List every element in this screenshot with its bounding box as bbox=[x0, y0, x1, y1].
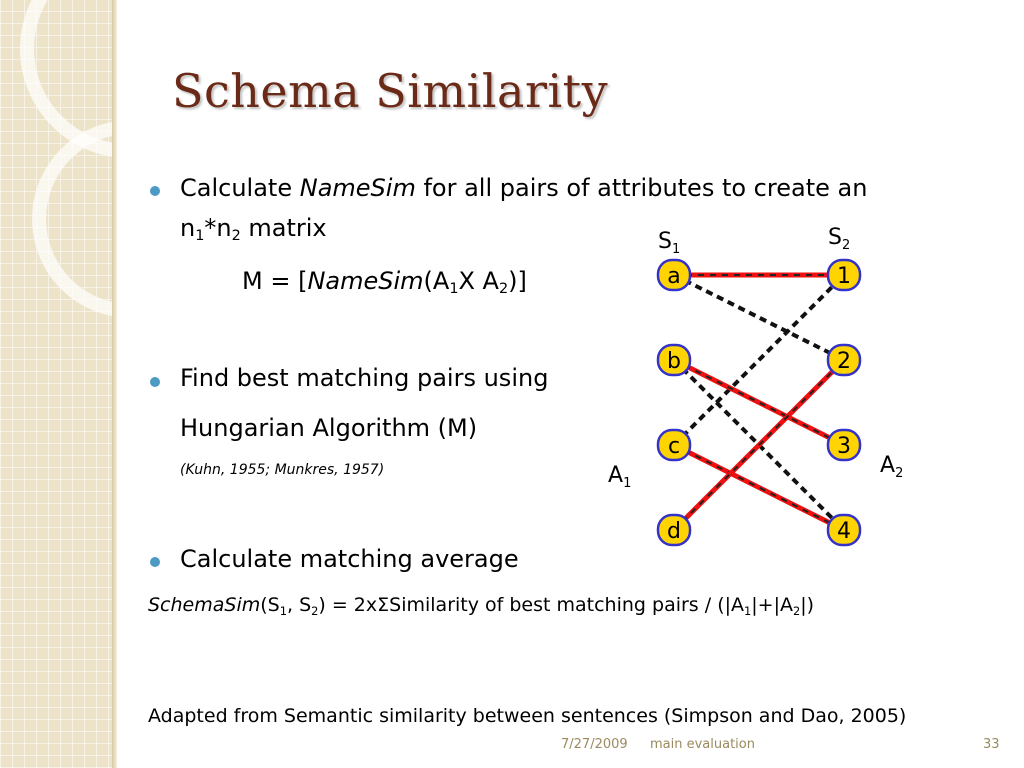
node-label: c bbox=[667, 434, 681, 459]
sigma-symbol: Σ bbox=[377, 594, 390, 616]
bullet-icon bbox=[150, 557, 160, 567]
text-matrix: matrix bbox=[248, 214, 327, 242]
bullet2-line2: Hungarian Algorithm (M) bbox=[180, 414, 478, 442]
subscript: 2 bbox=[498, 281, 509, 297]
candidate-edge bbox=[674, 275, 844, 445]
formula-open: (A bbox=[423, 267, 450, 295]
node-label: 4 bbox=[837, 519, 851, 544]
right-node-4 bbox=[828, 515, 860, 545]
right-node-3 bbox=[828, 430, 860, 460]
right-node-2 bbox=[828, 345, 860, 375]
decorative-circle bbox=[32, 120, 112, 318]
footer-page-number: 33 bbox=[983, 737, 1000, 752]
left-node-c bbox=[658, 430, 690, 460]
schemasim-formula bbox=[148, 594, 814, 618]
a2-label: $A_2$ bbox=[880, 453, 904, 481]
formula-close: )] bbox=[508, 267, 527, 295]
schemasim-part: , S bbox=[286, 594, 312, 616]
matching-edges bbox=[674, 275, 844, 530]
formula-namesim: NameSim bbox=[307, 267, 424, 295]
bullet1-line2 bbox=[180, 214, 327, 244]
subscript: 1 bbox=[744, 604, 752, 618]
citation: (Kuhn, 1955; Munkres, 1957) bbox=[180, 462, 385, 478]
formula-x: X A bbox=[458, 267, 499, 295]
text-namesim: NameSim bbox=[299, 174, 416, 202]
adapted-from-note: Adapted from Semantic similarity between sentences (Simpson and Dao, 2005) bbox=[148, 705, 907, 727]
left-node-b bbox=[658, 345, 690, 375]
text-n: n bbox=[180, 214, 196, 242]
node-label: b bbox=[667, 349, 681, 374]
s1-header: $S_1$ bbox=[658, 229, 681, 257]
schemasim-part: ) = 2x bbox=[318, 594, 378, 616]
bullet2-line1: Find best matching pairs using bbox=[180, 364, 549, 392]
subscript: 2 bbox=[231, 228, 241, 244]
schemasim-part: Similarity of best matching pairs / (|A bbox=[389, 594, 744, 616]
bullet-icon bbox=[150, 186, 160, 196]
text-star-n: *n bbox=[204, 214, 232, 242]
formula-left: M = [ bbox=[242, 267, 308, 295]
node-label: d bbox=[667, 519, 681, 544]
bullet1-line1 bbox=[180, 174, 867, 202]
subscript: 1 bbox=[279, 604, 287, 618]
subscript: 2 bbox=[792, 604, 801, 618]
s2-header: $S_2$ bbox=[828, 225, 851, 253]
subscript: 1 bbox=[195, 228, 205, 244]
text-bullet1-rest: for all pairs of attributes to create an bbox=[423, 174, 868, 202]
schemasim-part: (S bbox=[260, 594, 280, 616]
footer-section: main evaluation bbox=[650, 737, 755, 752]
text-calculate: Calculate bbox=[180, 174, 293, 202]
bullet-icon bbox=[150, 377, 160, 387]
left-node-a bbox=[658, 260, 690, 290]
bullet3-text: Calculate matching average bbox=[180, 545, 519, 573]
candidate-edge bbox=[674, 275, 844, 360]
slide-title: Schema Similarity bbox=[172, 64, 609, 118]
matrix-formula bbox=[242, 267, 527, 297]
left-node-d bbox=[658, 515, 690, 545]
subscript: 2 bbox=[311, 604, 319, 618]
schemasim-part: |) bbox=[800, 594, 815, 616]
schemasim-part: |+|A bbox=[751, 594, 793, 616]
node-label: 3 bbox=[837, 434, 851, 459]
right-node-1 bbox=[828, 260, 860, 290]
bipartite-matching-diagram bbox=[600, 220, 930, 560]
node-label: 2 bbox=[837, 349, 851, 374]
strip-edge bbox=[112, 0, 117, 768]
footer-date: 7/27/2009 bbox=[561, 737, 628, 752]
decorative-strip bbox=[0, 0, 112, 768]
node-label: 1 bbox=[837, 264, 851, 289]
subscript: 1 bbox=[449, 281, 459, 297]
node-label: a bbox=[667, 264, 681, 289]
schemasim-fn: SchemaSim bbox=[148, 594, 261, 616]
a1-label: $A_1$ bbox=[608, 463, 632, 491]
